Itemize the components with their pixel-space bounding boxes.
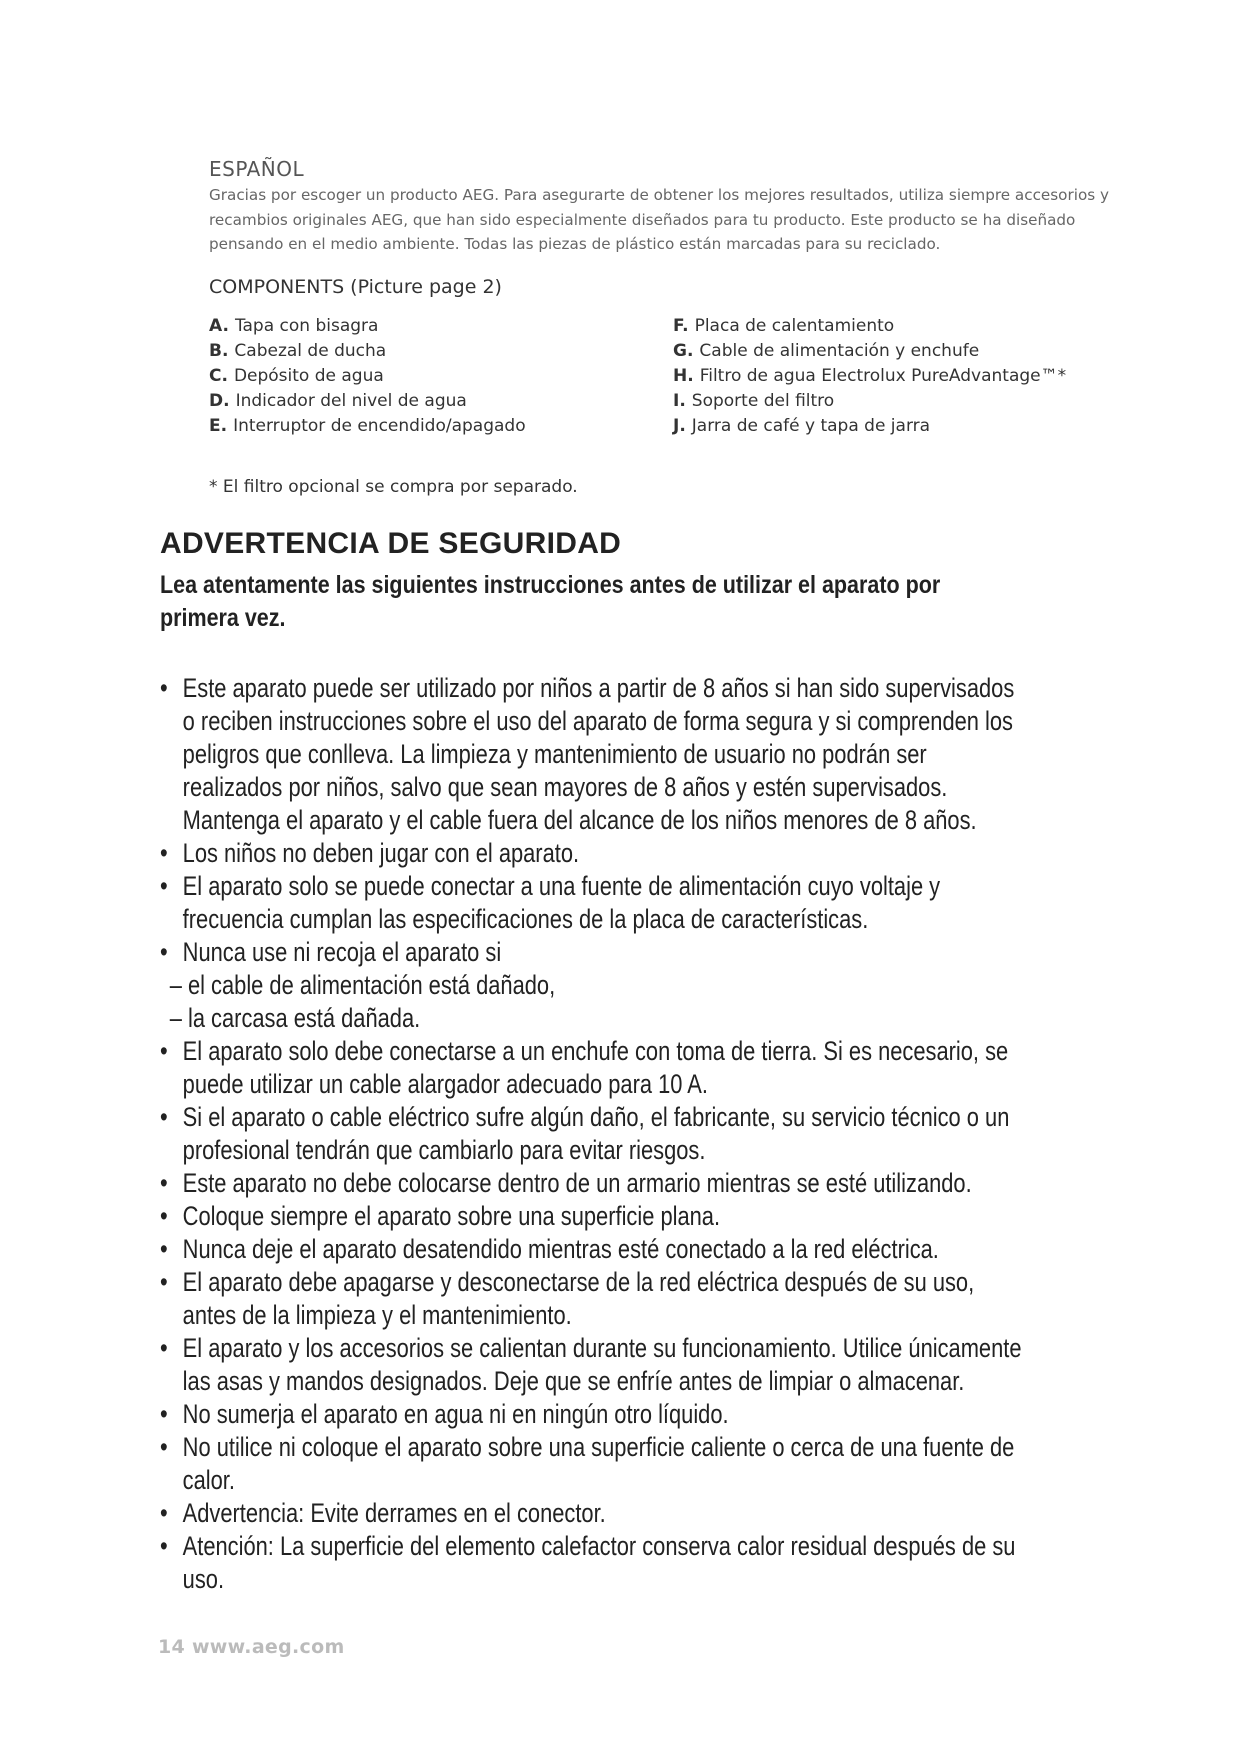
warning-item <box>160 1398 1031 1431</box>
component-label: Filtro de agua Electrolux PureAdvantage™* <box>699 366 1067 386</box>
warning-subitem <box>160 1002 1031 1035</box>
warning-item <box>160 1266 1031 1332</box>
component-item <box>209 314 526 339</box>
component-item <box>209 414 526 439</box>
component-letter: F. <box>673 316 689 336</box>
bullet-icon: • <box>160 1531 168 1561</box>
warning-item <box>160 1167 1031 1200</box>
component-letter: B. <box>209 341 229 361</box>
warning-text: Los niños no deben jugar con el aparato. <box>182 838 580 868</box>
warning-text: – la carcasa está dañada. <box>169 1003 421 1033</box>
component-letter: D. <box>209 391 230 411</box>
bullet-icon: • <box>160 1234 168 1264</box>
component-item <box>673 364 1066 389</box>
bullet-icon: • <box>160 1201 168 1231</box>
component-letter: I. <box>673 391 686 411</box>
component-letter: C. <box>209 366 228 386</box>
component-label: Indicador del nivel de agua <box>235 391 467 411</box>
warning-text: No sumerja el aparato en agua ni en ningún otro líquido. <box>182 1399 729 1429</box>
component-letter: E. <box>209 416 228 436</box>
component-label: Tapa con bisagra <box>234 316 379 336</box>
warning-text: – el cable de alimentación está dañado, <box>169 970 556 1000</box>
warning-text: El aparato solo se puede conectar a una fuente de alimentación cuyo voltaje y frecuencia cumplan las especificaciones de la placa de características. <box>182 871 941 934</box>
component-label: Cable de alimentación y enchufe <box>699 341 980 361</box>
component-label: Depósito de agua <box>233 366 384 386</box>
component-item <box>673 414 1066 439</box>
component-item <box>209 339 526 364</box>
warning-text: El aparato y los accesorios se calientan durante su funcionamiento. Utilice únicamente las asas y mandos designados. Deje que se enfríe antes de limpiar o almacenar. <box>182 1333 1022 1396</box>
language-heading: ESPAÑOL <box>209 157 305 181</box>
component-item <box>673 339 1066 364</box>
component-item <box>209 389 526 414</box>
warning-item <box>160 1035 1031 1101</box>
component-item <box>209 364 526 389</box>
bullet-icon: • <box>160 673 168 703</box>
component-letter: G. <box>673 341 694 361</box>
warning-text: Nunca use ni recoja el aparato si <box>182 937 502 967</box>
warning-item <box>160 1332 1031 1398</box>
warning-text: Este aparato no debe colocarse dentro de un armario mientras se esté utilizando. <box>182 1168 972 1198</box>
bullet-icon: • <box>160 1498 168 1528</box>
warning-text: El aparato debe apagarse y desconectarse de la red eléctrica después de su uso, antes de la limpieza y el mantenimiento. <box>182 1267 975 1330</box>
warning-item <box>160 1101 1031 1167</box>
warning-text: No utilice ni coloque el aparato sobre una superficie caliente o cerca de una fuente de calor. <box>182 1432 1015 1495</box>
bullet-icon: • <box>160 1333 168 1363</box>
intro-paragraph: Gracias por escoger un producto AEG. Para asegurarte de obtener los mejores resultados, utiliza siempre accesorios y recambios originales AEG, que han sido especialmente diseñados para tu producto. Este producto se ha diseñado pensando en el medio ambiente. Todas las piezas de plástico están marcadas para su reciclado. <box>209 186 1109 253</box>
safety-title: ADVERTENCIA DE SEGURIDAD <box>160 527 622 560</box>
warning-item <box>160 1200 1031 1233</box>
components-list-left <box>209 314 526 439</box>
bullet-icon: • <box>160 1168 168 1198</box>
filter-footnote: * El filtro opcional se compra por separado. <box>209 477 578 497</box>
component-label: Cabezal de ducha <box>234 341 387 361</box>
warning-item <box>160 936 1031 969</box>
component-label: Interruptor de encendido/apagado <box>233 416 526 436</box>
warning-text: Coloque siempre el aparato sobre una superficie plana. <box>182 1201 721 1231</box>
warning-item <box>160 1530 1031 1596</box>
component-letter: A. <box>209 316 229 336</box>
bullet-icon: • <box>160 1267 168 1297</box>
warning-text: Este aparato puede ser utilizado por niños a partir de 8 años si han sido supervisados o reciben instrucciones sobre el uso del aparato de forma segura y si comprenden los peligros que conlleva. La limpieza y mantenimiento de usuario no podrán ser realizados por niños, salvo que sean mayores de 8 años y estén supervisados. Mantenga el aparato y el cable fuera del alcance de los niños menores de 8 años. <box>182 673 1015 835</box>
safety-warning-list <box>160 672 1031 1596</box>
warning-text: Si el aparato o cable eléctrico sufre algún daño, el fabricante, su servicio técnico o un profesional tendrán que cambiarlo para evitar riesgos. <box>182 1102 1010 1165</box>
warning-text: Atención: La superficie del elemento calefactor conserva calor residual después de su uso. <box>182 1531 1016 1594</box>
warning-subitem <box>160 969 1031 1002</box>
component-label: Jarra de café y tapa de jarra <box>691 416 931 436</box>
bullet-icon: • <box>160 871 168 901</box>
bullet-icon: • <box>160 1399 168 1429</box>
component-item <box>673 314 1066 339</box>
components-title: COMPONENTS (Picture page 2) <box>209 276 502 298</box>
bullet-icon: • <box>160 1432 168 1462</box>
components-list-right <box>673 314 1066 439</box>
warning-item <box>160 1233 1031 1266</box>
warning-item <box>160 672 1031 837</box>
component-label: Placa de calentamiento <box>694 316 895 336</box>
warning-item <box>160 1497 1031 1530</box>
bullet-icon: • <box>160 1102 168 1132</box>
component-item <box>673 389 1066 414</box>
page-footer: 14 www.aeg.com <box>158 1636 345 1658</box>
warning-text: Nunca deje el aparato desatendido mientras esté conectado a la red eléctrica. <box>182 1234 939 1264</box>
warning-item <box>160 1431 1031 1497</box>
component-label: Soporte del filtro <box>691 391 835 411</box>
bullet-icon: • <box>160 1036 168 1066</box>
warning-text: Advertencia: Evite derrames en el conector. <box>182 1498 606 1528</box>
warning-item <box>160 870 1031 936</box>
safety-subtitle: Lea atentamente las siguientes instrucciones antes de utilizar el aparato por primera vez. <box>160 571 941 632</box>
bullet-icon: • <box>160 937 168 967</box>
bullet-icon: • <box>160 838 168 868</box>
component-letter: H. <box>673 366 694 386</box>
warning-text: El aparato solo debe conectarse a un enchufe con toma de tierra. Si es necesario, se puede utilizar un cable alargador adecuado para 10 A. <box>182 1036 1009 1099</box>
component-letter: J. <box>673 416 686 436</box>
warning-item <box>160 837 1031 870</box>
